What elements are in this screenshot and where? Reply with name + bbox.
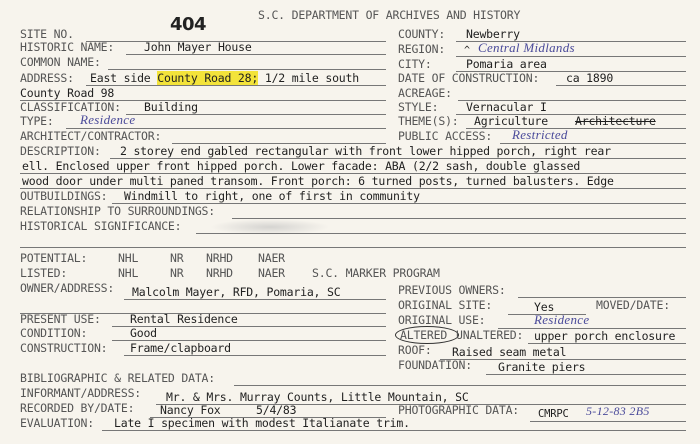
listed-nrhd: NRHD — [206, 266, 233, 280]
potential-label: POTENTIAL: — [20, 251, 88, 265]
field-rule — [86, 85, 386, 86]
potential-nhl: NHL — [118, 251, 139, 265]
description-line1: 2 storey end gabled rectangular with front lower hipped porch, right rear — [120, 144, 611, 158]
unaltered-label: UNALTERED: — [456, 328, 524, 342]
classification-value: Building — [144, 100, 198, 114]
public-access-label: PUBLIC ACCESS: — [398, 129, 493, 143]
historic-name-value: John Mayer House — [144, 40, 252, 54]
evaluation-value: Late I specimen with modest Italianate trim. — [114, 416, 410, 430]
previous-owners-label: PREVIOUS OWNERS: — [398, 283, 506, 297]
style-label: STYLE: — [398, 100, 439, 114]
altered-label: ALTERED — [400, 328, 448, 342]
outbuildings-label: OUTBUILDINGS: — [20, 189, 108, 203]
present-use-value: Rental Residence — [130, 312, 238, 326]
address-line2: County Road 98 — [20, 86, 115, 100]
field-rule — [196, 233, 686, 234]
informant-value: Mr. & Mrs. Murray Counts, Little Mountain, SC — [166, 390, 469, 404]
foundation-label: FOUNDATION: — [398, 358, 472, 372]
city-label: CITY: — [398, 57, 432, 71]
construction-value: Frame/clapboard — [130, 341, 231, 355]
roof-label: ROOF: — [398, 343, 432, 357]
classification-label: CLASSIFICATION: — [20, 100, 121, 114]
field-rule — [124, 299, 386, 300]
outbuildings-value: Windmill to right, one of first in community — [124, 189, 420, 203]
photo-value: CMRPC — [538, 408, 569, 420]
field-rule — [528, 343, 686, 344]
field-rule — [556, 85, 686, 86]
date-construction-value: ca 1890 — [566, 71, 614, 85]
field-rule — [124, 355, 386, 356]
page-title: S.C. DEPARTMENT OF ARCHIVES AND HISTORY — [258, 8, 521, 22]
theme-architecture-struck: Architecture — [575, 114, 656, 128]
roof-value: Raised seam metal — [452, 345, 567, 359]
field-rule — [466, 128, 686, 129]
section-rule — [20, 247, 686, 248]
theme-agriculture: Agriculture — [474, 114, 548, 128]
region-caret: ^ — [464, 45, 470, 56]
photo-handwritten: 5-12-83 2B5 — [586, 404, 650, 418]
description-label: DESCRIPTION: — [20, 144, 101, 158]
address-part1: East side — [90, 71, 151, 85]
construction-label: CONSTRUCTION: — [20, 341, 108, 355]
significance-label: HISTORICAL SIGNIFICANCE: — [20, 219, 182, 233]
region-value: Central Midlands — [478, 40, 575, 55]
field-rule — [234, 385, 686, 386]
field-rule — [486, 374, 686, 375]
original-use-value: Residence — [534, 312, 590, 327]
site-number-handwritten: 404 — [170, 14, 207, 35]
listed-naer: NAER — [258, 266, 285, 280]
condition-value: Good — [130, 326, 157, 340]
field-rule — [102, 430, 686, 431]
field-rule — [108, 69, 386, 70]
acreage-label: ACREAGE: — [398, 86, 452, 100]
type-label: TYPE: — [20, 114, 54, 128]
recorded-date: 5/4/83 — [256, 403, 297, 417]
foundation-value: Granite piers — [498, 360, 586, 374]
city-value: Pomaria area — [466, 57, 547, 71]
potential-nr: NR — [170, 251, 184, 265]
moved-date-label: MOVED/DATE: — [596, 298, 670, 312]
evaluation-label: EVALUATION: — [20, 416, 94, 430]
address-highlight: County Road 28; — [157, 71, 259, 85]
historic-name-label: HISTORIC NAME: — [20, 40, 115, 54]
themes-label: THEME(S): — [398, 114, 459, 128]
site-no-label: SITE NO. — [20, 27, 74, 41]
region-label: REGION: — [398, 42, 446, 56]
public-access-value: Restricted — [512, 127, 568, 142]
county-value: Newberry — [466, 27, 520, 41]
altered-value: upper porch enclosure — [534, 329, 676, 343]
style-value: Vernacular I — [466, 100, 547, 114]
address-value — [90, 72, 359, 85]
bibliography-label: BIBLIOGRAPHIC & RELATED DATA: — [20, 371, 215, 385]
architect-label: ARCHITECT/CONTRACTOR: — [20, 129, 162, 143]
condition-label: CONDITION: — [20, 326, 88, 340]
original-use-label: ORIGINAL USE: — [398, 313, 486, 327]
recorded-name: Nancy Fox — [160, 403, 221, 417]
description-line3: wood door under multi paned transom. Front porch: 6 turned posts, turned balusters. Edge — [22, 174, 614, 188]
potential-nrhd: NRHD — [206, 251, 233, 265]
field-rule — [530, 421, 686, 422]
original-site-value: Yes — [534, 300, 555, 314]
original-site-label: ORIGINAL SITE: — [398, 298, 493, 312]
photo-label: PHOTOGRAPHIC DATA: — [398, 403, 520, 417]
field-rule — [126, 54, 386, 55]
address-label: ADDRESS: — [20, 71, 74, 85]
address-part2: 1/2 mile south — [264, 71, 359, 85]
present-use-label: PRESENT USE: — [20, 312, 101, 326]
sc-marker-program: S.C. MARKER PROGRAM — [312, 266, 440, 280]
field-rule — [126, 114, 386, 115]
county-label: COUNTY: — [398, 27, 446, 41]
potential-naer: NAER — [258, 251, 285, 265]
recorded-label: RECORDED BY/DATE: — [20, 401, 135, 415]
type-value: Residence — [80, 112, 136, 127]
surroundings-label: RELATIONSHIP TO SURROUNDINGS: — [20, 204, 215, 218]
description-line2: ell. Enclosed upper front hipped porch. Lower facade: ABA (2/2 sash, double glassed — [22, 159, 581, 173]
owner-value: Malcolm Mayer, RFD, Pomaria, SC — [132, 285, 341, 299]
listed-label: LISTED: — [20, 266, 68, 280]
informant-label: INFORMANT/ADDRESS: — [20, 386, 142, 400]
date-construction-label: DATE OF CONSTRUCTION: — [398, 71, 540, 85]
common-name-label: COMMON NAME: — [20, 55, 101, 69]
owner-label: OWNER/ADDRESS: — [20, 281, 115, 295]
listed-nhl: NHL — [118, 266, 139, 280]
listed-nr: NR — [170, 266, 184, 280]
